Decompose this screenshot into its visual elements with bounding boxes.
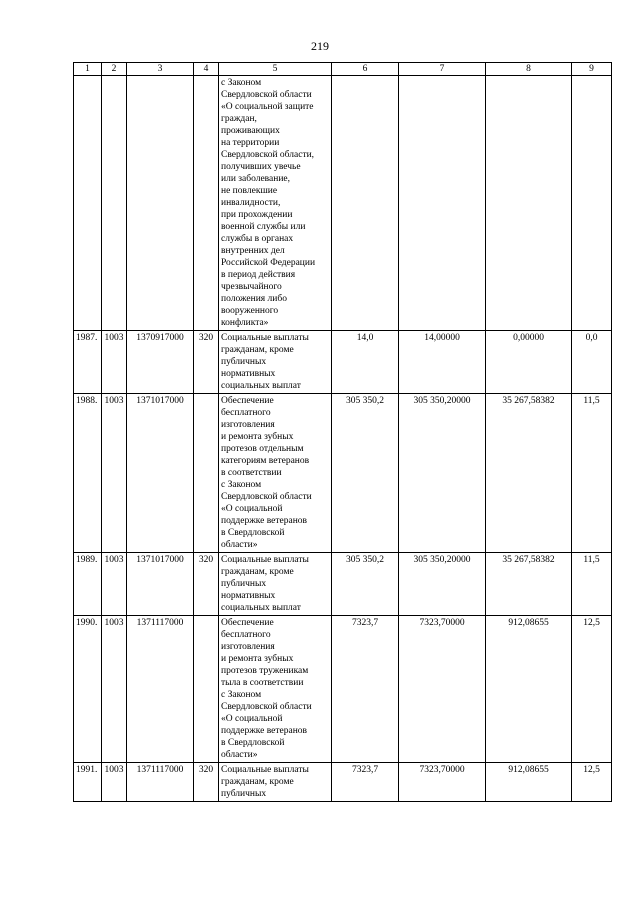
column-header: 5 xyxy=(219,63,332,76)
column-header: 7 xyxy=(399,63,486,76)
value-col8: 35 267,58382 xyxy=(486,394,572,553)
value-col9 xyxy=(572,76,612,331)
value-col8: 35 267,58382 xyxy=(486,553,572,616)
table-row xyxy=(74,763,612,802)
row-number: 1991. xyxy=(74,763,102,802)
value-col7: 305 350,20000 xyxy=(399,553,486,616)
expense-type-code: 320 xyxy=(194,763,219,802)
section-code: 1003 xyxy=(102,394,127,553)
table-header xyxy=(74,63,612,76)
target-article-code: 1371017000 xyxy=(127,394,194,553)
value-col7 xyxy=(399,76,486,331)
item-description: Социальные выплаты гражданам, кроме публичных xyxy=(219,763,332,802)
column-header: 8 xyxy=(486,63,572,76)
target-article-code: 1370917000 xyxy=(127,331,194,394)
budget-table xyxy=(73,62,612,802)
expense-type-code xyxy=(194,394,219,553)
section-code: 1003 xyxy=(102,553,127,616)
column-header: 4 xyxy=(194,63,219,76)
expense-type-code: 320 xyxy=(194,553,219,616)
item-description: Обеспечение бесплатного изготовления и ремонта зубных протезов отдельным категориям ветеранов в соответствии с Законом Свердловской области «О социальной поддержке ветеранов в Свердловской области» xyxy=(219,394,332,553)
value-col8: 912,08655 xyxy=(486,763,572,802)
table-row xyxy=(74,553,612,616)
column-header: 6 xyxy=(332,63,399,76)
value-col6: 305 350,2 xyxy=(332,553,399,616)
target-article-code: 1371117000 xyxy=(127,616,194,763)
table-row xyxy=(74,616,612,763)
value-col7: 305 350,20000 xyxy=(399,394,486,553)
table-row xyxy=(74,394,612,553)
header-row xyxy=(74,63,612,76)
value-col8: 912,08655 xyxy=(486,616,572,763)
expense-type-code xyxy=(194,616,219,763)
item-description: Обеспечение бесплатного изготовления и ремонта зубных протезов труженикам тыла в соответствии с Законом Свердловской области «О социальной поддержке ветеранов в Свердловской области» xyxy=(219,616,332,763)
target-article-code: 1371017000 xyxy=(127,553,194,616)
expense-type-code: 320 xyxy=(194,331,219,394)
target-article-code xyxy=(127,76,194,331)
page-number: 219 xyxy=(311,39,329,53)
value-col7: 7323,70000 xyxy=(399,763,486,802)
value-col7: 14,00000 xyxy=(399,331,486,394)
table-row xyxy=(74,76,612,331)
value-col8: 0,00000 xyxy=(486,331,572,394)
item-description: с Законом Свердловской области «О социальной защите граждан, проживающих на территории Свердловской области, получивших увечье или заболевание, не повлекшие инвалидности, при прохождении военной службы или службы в органах внутренних дел Российской Федерации в период действия чрезвычайного положения либо вооруженного конфликта» xyxy=(219,76,332,331)
section-code xyxy=(102,76,127,331)
value-col6 xyxy=(332,76,399,331)
expense-type-code xyxy=(194,76,219,331)
section-code: 1003 xyxy=(102,331,127,394)
row-number: 1990. xyxy=(74,616,102,763)
section-code: 1003 xyxy=(102,763,127,802)
row-number: 1987. xyxy=(74,331,102,394)
table-body xyxy=(74,76,612,802)
column-header: 9 xyxy=(572,63,612,76)
column-header: 1 xyxy=(74,63,102,76)
value-col6: 7323,7 xyxy=(332,616,399,763)
value-col9: 12,5 xyxy=(572,763,612,802)
item-description: Социальные выплаты гражданам, кроме публичных нормативных социальных выплат xyxy=(219,553,332,616)
table-row xyxy=(74,331,612,394)
value-col6: 14,0 xyxy=(332,331,399,394)
target-article-code: 1371117000 xyxy=(127,763,194,802)
value-col6: 305 350,2 xyxy=(332,394,399,553)
section-code: 1003 xyxy=(102,616,127,763)
value-col8 xyxy=(486,76,572,331)
column-header: 2 xyxy=(102,63,127,76)
row-number: 1989. xyxy=(74,553,102,616)
row-number xyxy=(74,76,102,331)
value-col9: 12,5 xyxy=(572,616,612,763)
value-col7: 7323,70000 xyxy=(399,616,486,763)
value-col9: 0,0 xyxy=(572,331,612,394)
value-col9: 11,5 xyxy=(572,394,612,553)
value-col9: 11,5 xyxy=(572,553,612,616)
item-description: Социальные выплаты гражданам, кроме публичных нормативных социальных выплат xyxy=(219,331,332,394)
column-header: 3 xyxy=(127,63,194,76)
value-col6: 7323,7 xyxy=(332,763,399,802)
row-number: 1988. xyxy=(74,394,102,553)
